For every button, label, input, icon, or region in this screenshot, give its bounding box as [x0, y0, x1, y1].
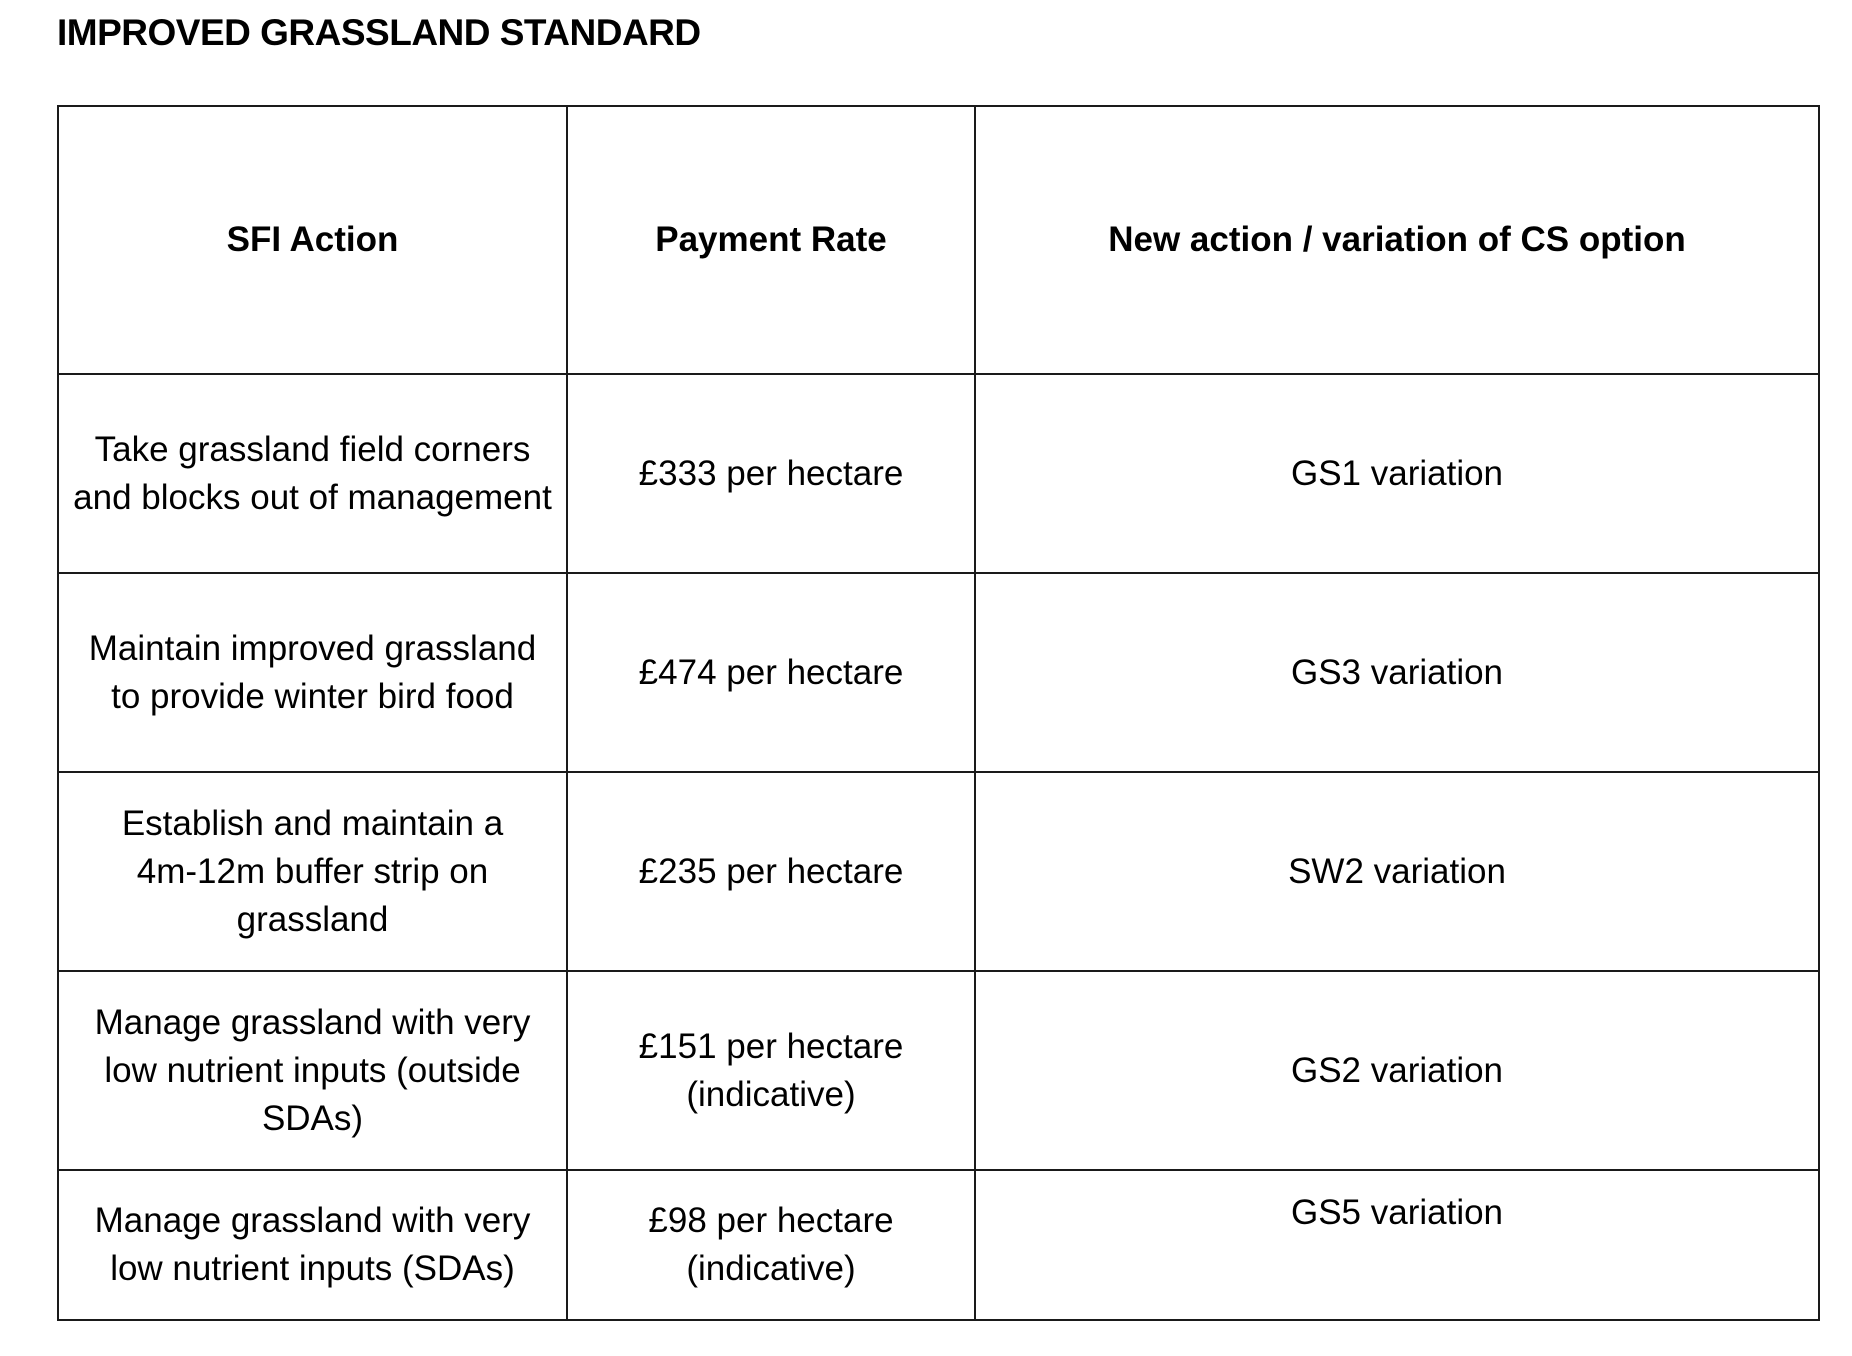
cell-cs-variation: [975, 374, 1819, 573]
cs-variation-text: GS1 variation: [1290, 453, 1504, 493]
cs-variation-text: SW2 variation: [1288, 851, 1506, 891]
payment-rate-text: £98 per hectare (indicative): [648, 1201, 894, 1288]
cell-sfi-action: [58, 772, 567, 971]
payment-rate-text: £333 per hectare: [638, 453, 904, 493]
cell-cs-variation: [975, 1170, 1819, 1320]
payment-rate-text: £235 per hectare: [638, 851, 904, 891]
table-row: [58, 772, 1819, 971]
cell-cs-variation: [975, 971, 1819, 1170]
payment-rate-text: £151 per hectare (indicative): [638, 1026, 904, 1114]
table-row: [58, 374, 1819, 573]
cell-sfi-action: [58, 1170, 567, 1320]
cell-payment-rate: [567, 374, 975, 573]
sfi-action-text: Take grassland field corners and blocks out of management: [73, 429, 552, 517]
cell-sfi-action: [58, 374, 567, 573]
header-cs-variation: New action / variation of CS option: [975, 106, 1819, 374]
header-sfi-action: SFI Action: [58, 106, 567, 374]
cell-sfi-action: [58, 971, 567, 1170]
sfi-action-text: Maintain improved grassland to provide winter bird food: [88, 628, 537, 716]
table-row: [58, 573, 1819, 772]
table-row: [58, 971, 1819, 1170]
header-payment-rate: Payment Rate: [567, 106, 975, 374]
table-header-row: [58, 106, 1819, 374]
sfi-action-text: Manage grassland with very low nutrient inputs (SDAs): [94, 1201, 531, 1288]
document-title: IMPROVED GRASSLAND STANDARD: [57, 12, 701, 53]
cell-payment-rate: [567, 1170, 975, 1320]
sfi-action-text: Establish and maintain a 4m-12m buffer strip on grassland: [121, 803, 504, 939]
cs-variation-text: GS3 variation: [1290, 652, 1504, 692]
payment-rate-text: £474 per hectare: [638, 652, 904, 692]
cell-payment-rate: [567, 772, 975, 971]
cell-cs-variation: [975, 573, 1819, 772]
grassland-actions-table: [57, 105, 1820, 1321]
cell-payment-rate: [567, 971, 975, 1170]
cs-variation-text: GS2 variation: [1290, 1050, 1504, 1090]
table-row: [58, 1170, 1819, 1320]
cell-payment-rate: [567, 573, 975, 772]
sfi-action-text: Manage grassland with very low nutrient inputs (outside SDAs): [94, 1002, 531, 1138]
cell-cs-variation: [975, 772, 1819, 971]
cs-variation-text: GS5 variation: [1290, 1193, 1504, 1232]
cell-sfi-action: [58, 573, 567, 772]
